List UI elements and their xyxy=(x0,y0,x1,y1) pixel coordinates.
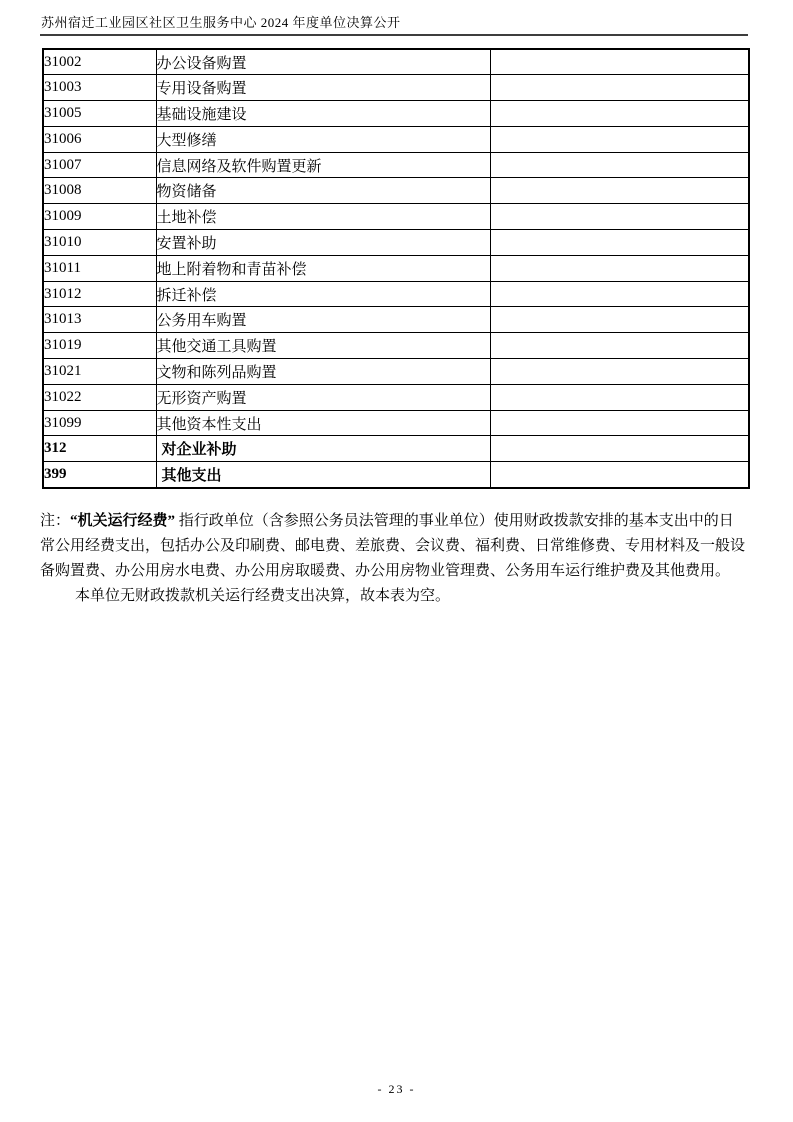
budget-expenditure-table xyxy=(42,48,750,489)
page-header-title: 苏州宿迁工业园区社区卫生服务中心 2024 年度单位决算公开 xyxy=(41,15,401,30)
table-row xyxy=(43,255,749,281)
row-code-cell: 31021 xyxy=(43,359,156,385)
table-row xyxy=(43,359,749,385)
note-prefix: 注： xyxy=(40,513,71,529)
row-code-cell: 31010 xyxy=(43,230,156,256)
table-row xyxy=(43,462,749,488)
row-name-cell: 信息网络及软件购置更新 xyxy=(156,152,490,178)
row-name-cell: 文物和陈列品购置 xyxy=(156,359,490,385)
row-name-cell: 无形资产购置 xyxy=(156,384,490,410)
table-row xyxy=(43,178,749,204)
row-value-cell xyxy=(490,333,749,359)
row-name-cell: 其他交通工具购置 xyxy=(156,333,490,359)
table-row xyxy=(43,281,749,307)
row-code-cell: 31013 xyxy=(43,307,156,333)
row-code-cell: 31006 xyxy=(43,126,156,152)
row-value-cell xyxy=(490,230,749,256)
row-name-cell: 其他支出 xyxy=(156,462,490,488)
row-name-cell: 专用设备购置 xyxy=(156,75,490,101)
row-value-cell xyxy=(490,126,749,152)
row-code-cell: 31002 xyxy=(43,49,156,75)
note-line-3: 备购置费、办公用房水电费、办公用房取暖费、办公用房物业管理费、公务用车运行维护费及其他费用。 xyxy=(40,563,731,579)
row-name-cell: 办公设备购置 xyxy=(156,49,490,75)
table-row xyxy=(43,49,749,75)
row-name-cell: 对企业补助 xyxy=(156,436,490,462)
row-name-cell: 土地补偿 xyxy=(156,204,490,230)
row-value-cell xyxy=(490,436,749,462)
row-name-cell: 大型修缮 xyxy=(156,126,490,152)
row-value-cell xyxy=(490,152,749,178)
row-name-cell: 地上附着物和青苗补偿 xyxy=(156,255,490,281)
row-value-cell xyxy=(490,255,749,281)
row-code-cell: 31009 xyxy=(43,204,156,230)
table-row xyxy=(43,307,749,333)
table-row xyxy=(43,126,749,152)
row-code-cell: 31011 xyxy=(43,255,156,281)
table-row xyxy=(43,101,749,127)
row-value-cell xyxy=(490,49,749,75)
row-code-cell: 31022 xyxy=(43,384,156,410)
row-code-cell: 312 xyxy=(43,436,156,462)
row-code-cell: 31008 xyxy=(43,178,156,204)
row-code-cell: 31005 xyxy=(43,101,156,127)
budget-table-body xyxy=(43,49,749,488)
row-name-cell: 物资储备 xyxy=(156,178,490,204)
row-name-cell: 基础设施建设 xyxy=(156,101,490,127)
row-value-cell xyxy=(490,178,749,204)
table-row xyxy=(43,384,749,410)
row-value-cell xyxy=(490,281,749,307)
row-name-cell: 安置补助 xyxy=(156,230,490,256)
note-line-1 xyxy=(40,509,756,534)
row-value-cell xyxy=(490,410,749,436)
row-value-cell xyxy=(490,204,749,230)
note-section xyxy=(40,509,756,609)
note-paragraph-2: 本单位无财政拨款机关运行经费支出决算，故本表为空。 xyxy=(75,588,451,604)
table-row xyxy=(43,230,749,256)
row-value-cell xyxy=(490,307,749,333)
page-number: - 23 - xyxy=(377,1082,416,1096)
row-code-cell: 31007 xyxy=(43,152,156,178)
row-value-cell xyxy=(490,462,749,488)
row-code-cell: 31003 xyxy=(43,75,156,101)
table-row xyxy=(43,333,749,359)
header-divider xyxy=(40,34,748,36)
row-code-cell: 31012 xyxy=(43,281,156,307)
table-row xyxy=(43,204,749,230)
table-row xyxy=(43,410,749,436)
row-value-cell xyxy=(490,101,749,127)
row-code-cell: 399 xyxy=(43,462,156,488)
row-value-cell xyxy=(490,359,749,385)
note-term: “机关运行经费” xyxy=(70,513,176,529)
note-line-1-rest: 指行政单位（含参照公务员法管理的事业单位）使用财政拨款安排的基本支出中的日 xyxy=(175,513,734,529)
table-row xyxy=(43,152,749,178)
row-name-cell: 拆迁补偿 xyxy=(156,281,490,307)
table-row xyxy=(43,75,749,101)
row-code-cell: 31099 xyxy=(43,410,156,436)
row-value-cell xyxy=(490,384,749,410)
table-row xyxy=(43,436,749,462)
row-name-cell: 其他资本性支出 xyxy=(156,410,490,436)
row-value-cell xyxy=(490,75,749,101)
row-code-cell: 31019 xyxy=(43,333,156,359)
row-name-cell: 公务用车购置 xyxy=(156,307,490,333)
note-line-2: 常公用经费支出，包括办公及印刷费、邮电费、差旅费、会议费、福利费、日常维修费、专用材料及一般设 xyxy=(40,538,746,554)
